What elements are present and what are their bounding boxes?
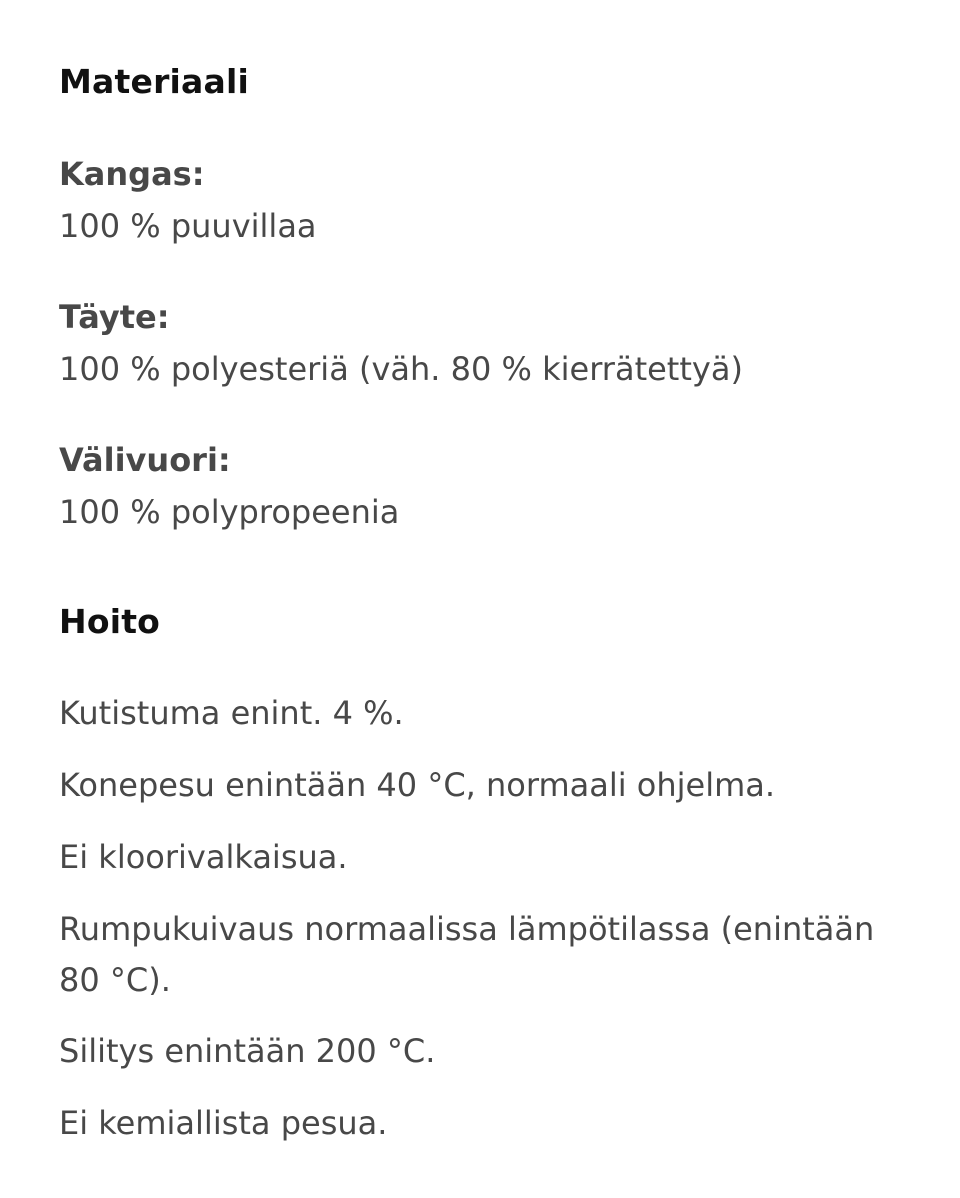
material-label-filling: Täyte:: [59, 298, 170, 336]
care-heading: Hoito: [59, 602, 161, 641]
care-instruction: Konepesu enintään 40 °C, normaali ohjelma.: [59, 766, 776, 804]
care-instruction: Ei kemiallista pesua.: [59, 1104, 388, 1142]
material-value-fabric: 100 % puuvillaa: [59, 207, 317, 245]
care-instruction: Rumpukuivaus normaalissa lämpötilassa (enintään 80 °C).: [59, 910, 875, 999]
material-label-fabric: Kangas:: [59, 155, 205, 193]
material-value-filling: 100 % polyesteriä (väh. 80 % kierrätettyä): [59, 350, 743, 388]
material-heading: Materiaali: [59, 62, 250, 101]
material-value-lining: 100 % polypropeenia: [59, 493, 400, 531]
care-instruction: Ei kloorivalkaisua.: [59, 838, 348, 876]
material-label-lining: Välivuori:: [59, 441, 231, 479]
care-instruction: Kutistuma enint. 4 %.: [59, 694, 404, 732]
care-instruction: Silitys enintään 200 °C.: [59, 1032, 436, 1070]
